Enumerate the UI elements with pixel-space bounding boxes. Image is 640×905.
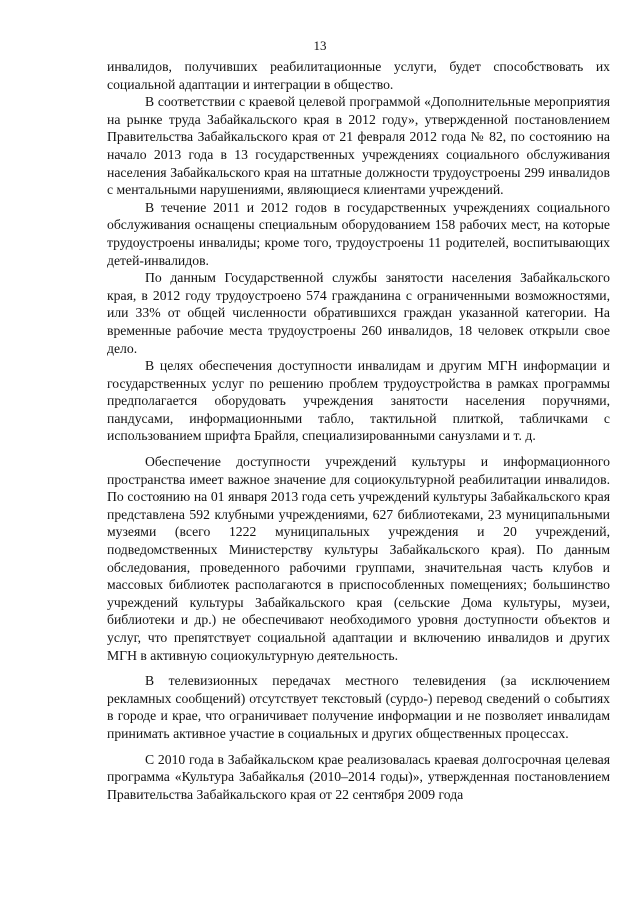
document-body (107, 58, 610, 803)
paragraph-4: По данным Государственной службы занятости населения Забайкальского края, в 2012 году трудоустроено 574 гражданина с ограниченными возможностями, или 33% от общей численности обратившихся граждан указанной категории. На временные рабочие места трудоустроены 260 инвалидов, 18 человек открыли свое дело. (107, 270, 610, 356)
paragraph-5: В целях обеспечения доступности инвалидам и другим МГН информации и государственных услуг по решению проблем трудоустройства в рамках программы предполагается оборудовать учреждения занятости населения поручнями, пандусами, информационными табло, тактильной плиткой, табличками с использованием шрифта Брайля, специализированными санузлами и т. д. (107, 358, 610, 444)
paragraph-1: инвалидов, получивших реабилитационные услуги, будет способствовать их социальной адаптации и интеграции в общество. (107, 59, 610, 92)
paragraph-6: Обеспечение доступности учреждений культуры и информационного пространства имеет важное значение для социокультурной реабилитации инвалидов. По состоянию на 01 января 2013 года сеть учреждений культуры Забайкальского края представлена 592 клубными учреждениями, 627 библиотеками, 23 муниципальными музеями (всего 1222 муниципальных учреждения и 20 учреждений, подведомственных Министерству культуры Забайкальского края). По данным обследования, проведенного рабочими группами, значительная часть клубов и массовых библиотек располагаются в приспособленных помещениях; большинство учреждений культуры Забайкальского края (сельские Дома культуры, музеи, библиотеки и др.) не обеспечивают необходимого уровня доступности объектов и услуг, что препятствует социальной адаптации и включению инвалидов и других МГН в активную социокультурную деятельность. (107, 454, 610, 663)
paragraph-3: В течение 2011 и 2012 годов в государственных учреждениях социального обслуживания оснащены специальным оборудованием 158 рабочих мест, на которые трудоустроены инвалиды; кроме того, трудоустроены 11 родителей, воспитывающих детей-инвалидов. (107, 199, 610, 268)
paragraph-7: В телевизионных передачах местного телевидения (за исключением рекламных сообщений) отсутствует текстовый (сурдо-) перевод сведений о событиях в городе и крае, что ограничивает получение информации и не позволяет инвалидам принимать активное участие в социальных и других общественных процессах. (107, 673, 610, 741)
paragraph-2: В соответствии с краевой целевой программой «Дополнительные мероприятия на рынке труда Забайкальского края в 2012 году», утвержденной постановлением Правительства Забайкальского края от 21 февраля 2012 года № 82, по состоянию на начало 2013 года в 13 государственных учреждениях социального обслуживания населения Забайкальского края на штатные должности трудоустроены 299 инвалидов с ментальными нарушениями, являющиеся клиентами учреждений. (107, 94, 610, 198)
page-number: 13 (313, 38, 327, 53)
paragraph-8: С 2010 года в Забайкальском крае реализовалась краевая долгосрочная целевая программа «Культура Забайкалья (2010–2014 годы)», утвержденная постановлением Правительства Забайкальского края от 22 сентября 2009 года (107, 751, 610, 802)
